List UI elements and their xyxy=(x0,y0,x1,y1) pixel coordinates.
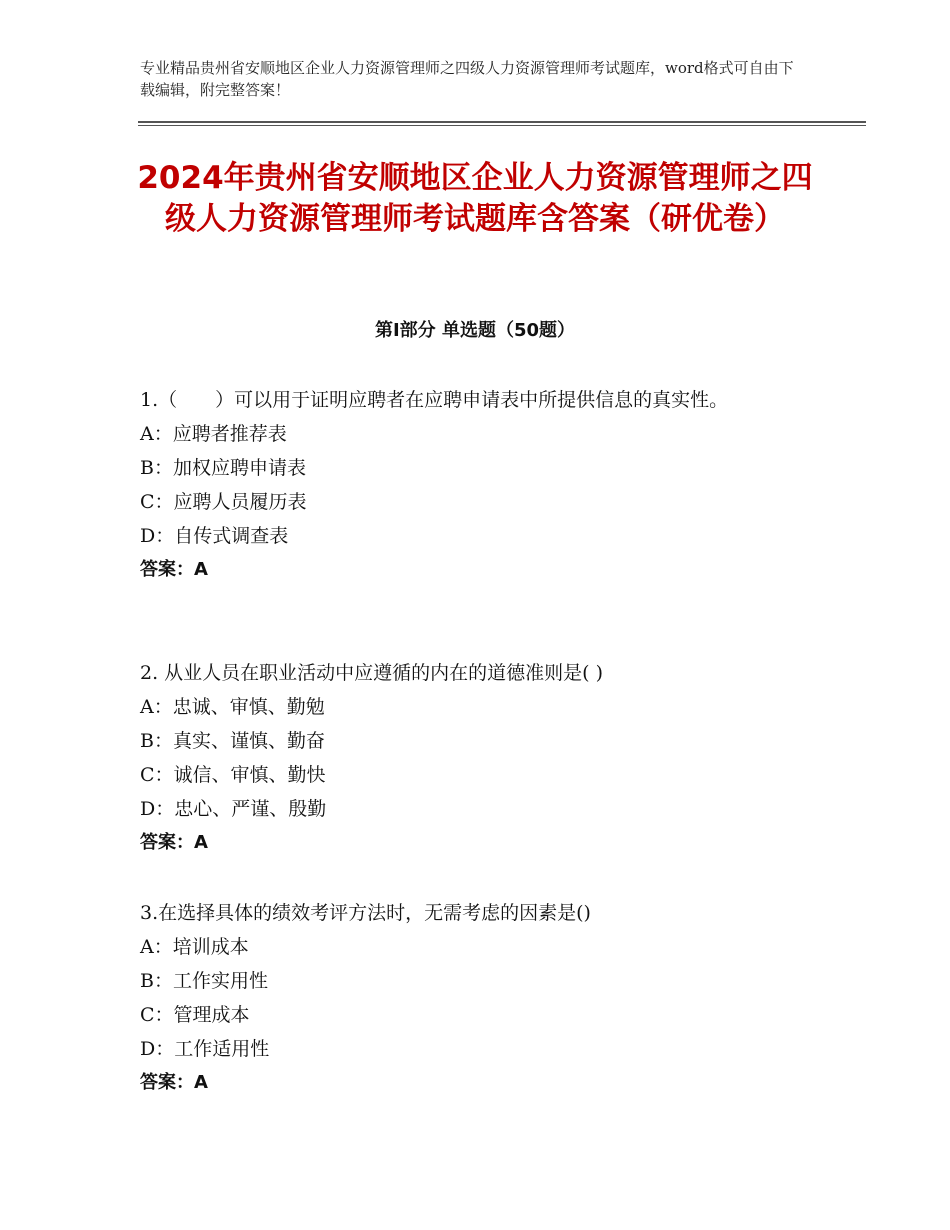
question-stem: 2. 从业人员在职业活动中应遵循的内在的道德准则是( ) xyxy=(140,662,604,684)
document-title: 2024年贵州省安顺地区企业人力资源管理师之四级人力资源管理师考试题库含答案（研优卷） xyxy=(137,160,813,237)
option-c: C：应聘人员履历表 xyxy=(140,491,307,513)
option-a: A：培训成本 xyxy=(140,936,249,958)
answer-line: 答案：A xyxy=(140,1072,208,1093)
option-b: B：工作实用性 xyxy=(140,970,268,992)
header-divider xyxy=(138,121,866,123)
question-3 xyxy=(140,896,790,1100)
option-c: C：管理成本 xyxy=(140,1004,250,1026)
header-divider-thin xyxy=(138,125,866,126)
question-1 xyxy=(140,383,790,587)
option-b: B：真实、谨慎、勤奋 xyxy=(140,730,325,752)
option-a: A：忠诚、审慎、勤勉 xyxy=(140,696,325,718)
section-heading: 第Ⅰ部分 单选题（50题） xyxy=(374,320,575,341)
option-d: D：工作适用性 xyxy=(140,1038,270,1060)
option-a: A：应聘者推荐表 xyxy=(140,423,287,445)
question-stem: 3.在选择具体的绩效考评方法时，无需考虑的因素是() xyxy=(140,902,591,924)
option-c: C：诚信、审慎、勤快 xyxy=(140,764,326,786)
answer-line: 答案：A xyxy=(140,832,208,853)
header-note: 专业精品贵州省安顺地区企业人力资源管理师之四级人力资源管理师考试题库，word格式可自由下载编辑，附完整答案！ xyxy=(140,59,794,99)
option-b: B：加权应聘申请表 xyxy=(140,457,306,479)
answer-line: 答案：A xyxy=(140,559,208,580)
option-d: D：自传式调查表 xyxy=(140,525,289,547)
question-stem: 1.（ ）可以用于证明应聘者在应聘申请表中所提供信息的真实性。 xyxy=(140,389,729,411)
option-d: D：忠心、严谨、殷勤 xyxy=(140,798,327,820)
question-2 xyxy=(140,656,790,860)
